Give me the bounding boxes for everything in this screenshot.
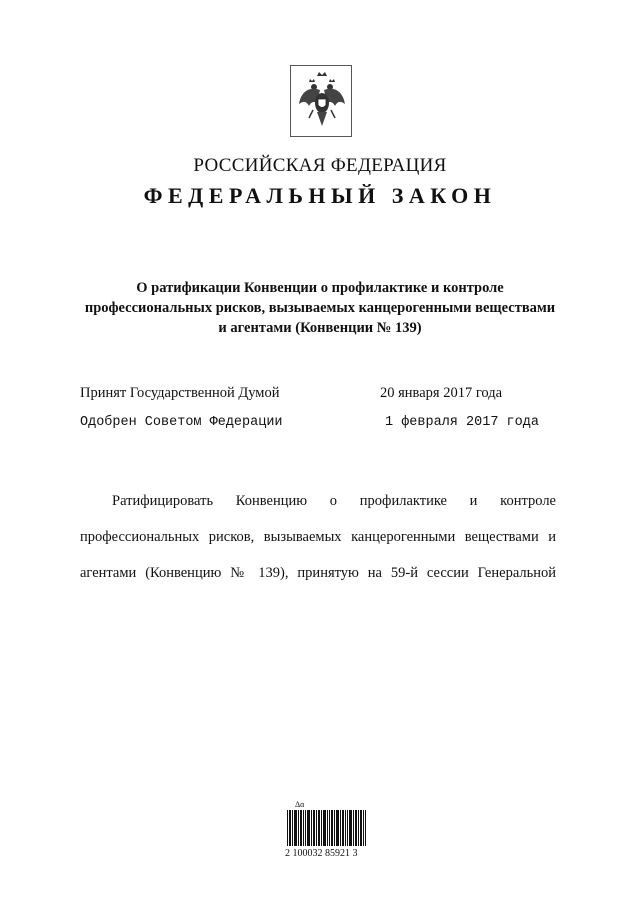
body-line: агентами (Конвенцию № 139), принятую на 59-й сессии Генеральной <box>80 565 556 581</box>
approved-label: Одобрен Советом Федерации <box>80 415 283 430</box>
barcode-block <box>285 800 375 860</box>
approved-date: 1 февраля 2017 года <box>385 415 539 430</box>
barcode-number: 2 100032 85921 3 <box>285 848 358 859</box>
body-line: профессиональных рисков, вызываемых канцерогенными веществами и <box>80 529 556 545</box>
adopted-date: 20 января 2017 года <box>380 385 503 401</box>
subject-line: О ратификации Конвенции о профилактике и контроле <box>136 280 504 296</box>
subject-line: и агентами (Конвенции № 139) <box>218 320 422 336</box>
subject-line: профессиональных рисков, вызываемых канцерогенными веществами <box>84 300 556 316</box>
law-body <box>80 483 556 591</box>
law-subject <box>70 278 570 338</box>
body-line: Ратифицировать Конвенцию о профилактике и контроле <box>112 493 556 509</box>
coat-of-arms-icon <box>295 70 349 134</box>
country-name: РОССИЙСКАЯ ФЕДЕРАЦИЯ <box>193 155 447 176</box>
adopted-label: Принят Государственной Думой <box>80 385 280 401</box>
emblem-frame <box>290 65 352 137</box>
barcode-icon <box>285 810 375 848</box>
registration-mark: Δα <box>295 800 305 809</box>
law-title: ФЕДЕРАЛЬНЫЙ ЗАКОН <box>143 183 497 208</box>
